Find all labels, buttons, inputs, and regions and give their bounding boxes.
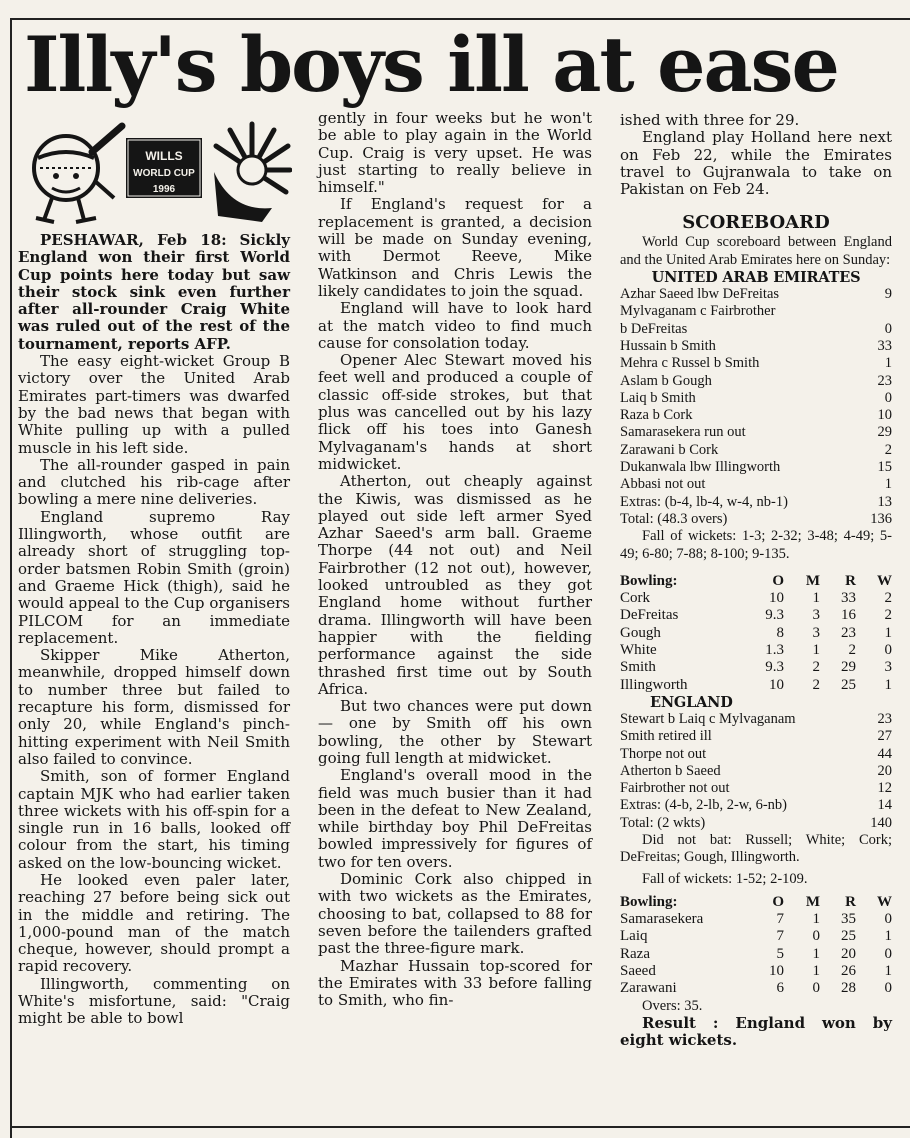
paragraph: England supremo Ray Illingworth, whose outfit are already short of struggling top-order batsmen Robin Smith (groin) and Graeme Hick (thigh), said he would appeal to the Cup organisers PILCOM for an immediate replacement. (18, 507, 290, 647)
paragraph: The all-rounder gasped in pain and clutched his rib-cage after bowling a mere nine deliveries. (18, 455, 290, 509)
paragraph: If England's request for a replacement is granted, a decision will be made on Sunday evening, with Dermot Reeve, Mike Watkinson and Chris Lewis the likely candidates to join the squad. (318, 195, 592, 300)
paragraph: ished with three for 29. (620, 111, 800, 129)
bottom-rule (10, 1126, 910, 1128)
article-column-3 (620, 112, 892, 1050)
wickets-value: 0 (884, 642, 892, 659)
bowling-label: Bowling: (620, 572, 678, 589)
wickets-header: W (877, 893, 892, 910)
runs-value: 33 (877, 337, 892, 354)
batsman-entry: Dukanwala lbw Illingworth (620, 459, 781, 476)
paragraph: Mazhar Hussain top-scored for the Emirates with 33 before falling to Smith, who fin- (318, 956, 592, 1010)
paragraph: Atherton, out cheaply against the Kiwis, was dismissed as he played out side left armer Syed Azhar Saeed's arm ball. Graeme Thorpe (44 not out) and Neil Fairbrother (12 not out), however, looked untroubled as they got England home without further drama. Illingworth will have been happier with the fielding performance against the side thrashed first time out by South Africa. (318, 472, 592, 698)
overs-header: O (772, 572, 784, 589)
runs-value: 29 (841, 659, 856, 676)
runs-value: 26 (841, 963, 856, 980)
maidens-value: 1 (812, 642, 820, 659)
bowling-header (620, 894, 892, 911)
batting-row (620, 286, 892, 303)
batsman-entry: Smith retired ill (620, 728, 712, 745)
batting-row (620, 797, 892, 814)
overs-value: 7 (776, 911, 784, 928)
overs-value: 5 (776, 945, 784, 962)
bowling-row (620, 677, 892, 694)
runs-value: 29 (877, 424, 892, 441)
maidens-value: 1 (812, 911, 820, 928)
frame-left-rule (10, 18, 12, 1138)
batting-row (620, 459, 892, 476)
maidens-header: M (805, 893, 820, 910)
bowling-row (620, 980, 892, 997)
paragraph: The easy eight-wicket Group B victory over the United Arab Emirates part-timers was dwarfed by the bad news that began with White pulling up with a pulled muscle in his left side. (18, 352, 290, 457)
wickets-value: 1 (884, 624, 892, 641)
wickets-header: W (877, 572, 892, 589)
batsman-entry: Zarawani b Cork (620, 441, 719, 458)
paragraph (18, 232, 290, 353)
maidens-value: 3 (812, 624, 820, 641)
bowler-name: Smith (620, 659, 656, 676)
bowler-name: Laiq (620, 928, 648, 945)
match-result: Result : England won by eight wickets. (620, 1013, 892, 1050)
bowler-name: DeFreitas (620, 607, 679, 624)
wickets-value: 1 (884, 676, 892, 693)
runs-value: 27 (877, 728, 892, 745)
overs-value: 10 (769, 963, 784, 980)
england-batting-list (620, 711, 892, 832)
overs-value: 9.3 (765, 607, 784, 624)
runs-value: 1 (884, 355, 892, 372)
bowler-name: White (620, 642, 657, 659)
batting-row (620, 338, 892, 355)
batting-row (620, 746, 892, 763)
uae-batting-title: UNITED ARAB EMIRATES (651, 269, 861, 287)
batsman-entry: Extras: (b-4, lb-4, w-4, nb-1) (620, 493, 788, 510)
batting-row (620, 476, 892, 493)
runs-value: 10 (877, 407, 892, 424)
overs-value: 8 (776, 624, 784, 641)
overs-header: O (772, 893, 784, 910)
batsman-entry: Fairbrother not out (620, 780, 730, 797)
overs-value: 9.3 (765, 659, 784, 676)
batting-row (620, 303, 892, 320)
wickets-value: 2 (884, 590, 892, 607)
bowling-row (620, 928, 892, 945)
runs-value: 2 (848, 642, 856, 659)
batting-row (620, 728, 892, 745)
batting-row (620, 511, 892, 528)
logo-line1: WILLS (145, 149, 183, 163)
maidens-value: 0 (812, 928, 820, 945)
batting-row (620, 355, 892, 372)
overs-value: 10 (769, 590, 784, 607)
bowler-name: Samarasekera (620, 911, 704, 928)
scoreboard-heading: SCOREBOARD (682, 212, 830, 234)
runs-value: 23 (841, 624, 856, 641)
uae-bowling-list (620, 911, 892, 997)
batsman-entry: Mehra c Russel b Smith (620, 355, 760, 372)
runs-value: 20 (877, 762, 892, 779)
batting-row (620, 373, 892, 390)
paragraph: England play Holland here next on Feb 22, while the Emirates travel to Gujranwala to take on Pakistan on Feb 24. (620, 128, 892, 199)
bowler-name: Zarawani (620, 980, 677, 997)
wickets-value: 3 (884, 659, 892, 676)
batsman-entry: Total: (2 wkts) (620, 814, 706, 831)
batsman-entry: Extras: (4-b, 2-lb, 2-w, 6-nb) (620, 797, 787, 814)
bowling-label: Bowling: (620, 893, 678, 910)
logo-line2: WORLD CUP (133, 168, 195, 179)
headline: Illy's boys ill at ease (24, 20, 838, 109)
maidens-value: 0 (812, 980, 820, 997)
bowler-name: Cork (620, 590, 650, 607)
runs-value: 33 (841, 590, 856, 607)
batsman-entry: Atherton b Saeed (620, 762, 721, 779)
england-fall-of-wickets: Fall of wickets: 1-52; 2-109. (642, 870, 808, 887)
maidens-value: 1 (812, 590, 820, 607)
overs-total: Overs: 35. (642, 997, 703, 1014)
bowler-name: Gough (620, 624, 661, 641)
bowling-row (620, 659, 892, 676)
wickets-value: 0 (884, 911, 892, 928)
paragraph: England's overall mood in the field was much busier than it had been in the defeat to New Zealand, while birthday boy Phil DeFreitas bowled impressively for figures of two for ten overs. (318, 766, 592, 871)
batsman-entry: Thorpe not out (620, 745, 707, 762)
batting-row (620, 711, 892, 728)
article-column-1 (18, 232, 290, 1028)
batsman-entry: Mylvaganam c Fairbrother (620, 303, 776, 320)
runs-value: 2 (884, 441, 892, 458)
paragraph: Smith, son of former England captain MJK who had earlier taken three wickets with his off-spin for a single run in 16 balls, looked off colour from the start, his timing asked on the low-bouncing wicket. (18, 767, 290, 872)
bowler-name: Illingworth (620, 676, 688, 693)
runs-header: R (845, 893, 856, 910)
lead-text: Sickly England won their first World Cup points here today but saw their stock sink even further after all-rounder Craig White was ruled out of the rest of the tournament, reports AFP. (18, 231, 290, 353)
bowling-row (620, 642, 892, 659)
runs-value: 14 (877, 797, 892, 814)
maidens-value: 2 (812, 659, 820, 676)
bowling-row (620, 911, 892, 928)
scoreboard-intro: World Cup scoreboard between England and the United Arab Emirates here on Sunday: (620, 234, 892, 268)
paragraph: gently in four weeks but he won't be able to play again in the World Cup. Craig is very upset. He was just starting to really believe in himself." (318, 109, 592, 197)
bowler-name: Raza (620, 945, 650, 962)
dateline: PESHAWAR, Feb 18: (40, 231, 227, 249)
runs-value: 25 (841, 676, 856, 693)
wickets-value: 1 (884, 963, 892, 980)
batsman-entry: Abbasi not out (620, 476, 706, 493)
maidens-header: M (805, 572, 820, 589)
cricket-illustration-icon (22, 112, 292, 228)
overs-value: 10 (769, 676, 784, 693)
paragraph: Illingworth, commenting on White's misfortune, said: "Craig might be able to bowl (18, 974, 290, 1028)
article-column-2 (318, 110, 592, 1009)
paragraph: But two chances were put down — one by Smith off his own bowling, the other by Stewart going full length at midwicket. (318, 697, 592, 767)
batsman-entry: Raza b Cork (620, 407, 693, 424)
batsman-entry: Laiq b Smith (620, 389, 696, 406)
wickets-value: 0 (884, 980, 892, 997)
overs-value: 7 (776, 928, 784, 945)
runs-value: 23 (877, 372, 892, 389)
bowling-row (620, 625, 892, 642)
batting-row (620, 815, 892, 832)
paragraph: Opener Alec Stewart moved his feet well and produced a couple of classic off-side strokes, but that plus was cancelled out by his lazy flick off his toes into Ganesh Mylvaganam's hands at short midwicket. (318, 351, 592, 473)
batsman-entry: Stewart b Laiq c Mylvaganam (620, 710, 796, 727)
paragraph: He looked even paler later, reaching 27 before being sick out in the middle and retiring. The 1,000-pound man of the match cheque, however, should prompt a rapid recovery. (18, 870, 290, 976)
wickets-value: 0 (884, 945, 892, 962)
runs-value: 44 (877, 745, 892, 762)
runs-value: 140 (870, 814, 892, 831)
runs-value: 15 (877, 459, 892, 476)
batting-row (620, 407, 892, 424)
wickets-value: 2 (884, 607, 892, 624)
bowling-row (620, 946, 892, 963)
batsman-entry: Aslam b Gough (620, 372, 712, 389)
bowling-row (620, 963, 892, 980)
did-not-bat: Did not bat: Russell; White; Cork; DeFreitas; Gough, Illingworth. (620, 831, 892, 866)
runs-value: 28 (841, 980, 856, 997)
batting-row (620, 390, 892, 407)
uae-batting-list (620, 286, 892, 528)
runs-value: 0 (884, 389, 892, 406)
runs-value: 35 (841, 911, 856, 928)
runs-value: 16 (841, 607, 856, 624)
runs-value: 25 (841, 928, 856, 945)
paragraph: Dominic Cork also chipped in with two wickets as the Emirates, choosing to bat, collapsed to 88 for seven before the tailenders grafted past the three-figure mark. (318, 870, 592, 958)
england-batting-title: ENGLAND (650, 693, 733, 711)
maidens-value: 3 (812, 607, 820, 624)
batsman-entry: b DeFreitas (620, 320, 688, 337)
bowling-row (620, 590, 892, 607)
paragraph: Skipper Mike Atherton, meanwhile, dropped himself down to number three but failed to recapture his form, dismissed for only 20, while England's pinch-hitting experiment with Neil Smith also failed to convince. (18, 646, 290, 768)
batsman-entry: Total: (48.3 overs) (620, 510, 728, 527)
runs-value: 23 (877, 710, 892, 727)
logo-line3: 1996 (152, 184, 176, 195)
batting-row (620, 780, 892, 797)
maidens-value: 2 (812, 676, 820, 693)
maidens-value: 1 (812, 963, 820, 980)
bowler-name: Saeed (620, 963, 656, 980)
wickets-value: 1 (884, 928, 892, 945)
batting-row (620, 442, 892, 459)
batting-row (620, 494, 892, 511)
runs-value: 13 (877, 493, 892, 510)
batting-row (620, 321, 892, 338)
overs-value: 6 (776, 980, 784, 997)
runs-value: 1 (884, 476, 892, 493)
england-bowling-list (620, 590, 892, 694)
runs-value: 12 (877, 780, 892, 797)
runs-value: 0 (884, 320, 892, 337)
overs-value: 1.3 (765, 642, 784, 659)
bowling-header (620, 573, 892, 590)
runs-value: 9 (884, 286, 892, 303)
bowling-row (620, 607, 892, 624)
batsman-entry: Samarasekera run out (620, 424, 746, 441)
runs-header: R (845, 572, 856, 589)
batsman-entry: Hussain b Smith (620, 337, 716, 354)
batting-row (620, 763, 892, 780)
batting-row (620, 424, 892, 441)
uae-fall-of-wickets: Fall of wickets: 1-3; 2-32; 3-48; 4-49; 5-49; 6-80; 7-88; 8-100; 9-135. (620, 528, 892, 562)
maidens-value: 1 (812, 945, 820, 962)
batsman-entry: Azhar Saeed lbw DeFreitas (620, 286, 780, 303)
runs-value: 136 (870, 510, 892, 527)
runs-value: 20 (841, 945, 856, 962)
world-cup-logo (22, 112, 292, 228)
paragraph: England will have to look hard at the match video to find much cause for consolation today. (318, 299, 592, 352)
